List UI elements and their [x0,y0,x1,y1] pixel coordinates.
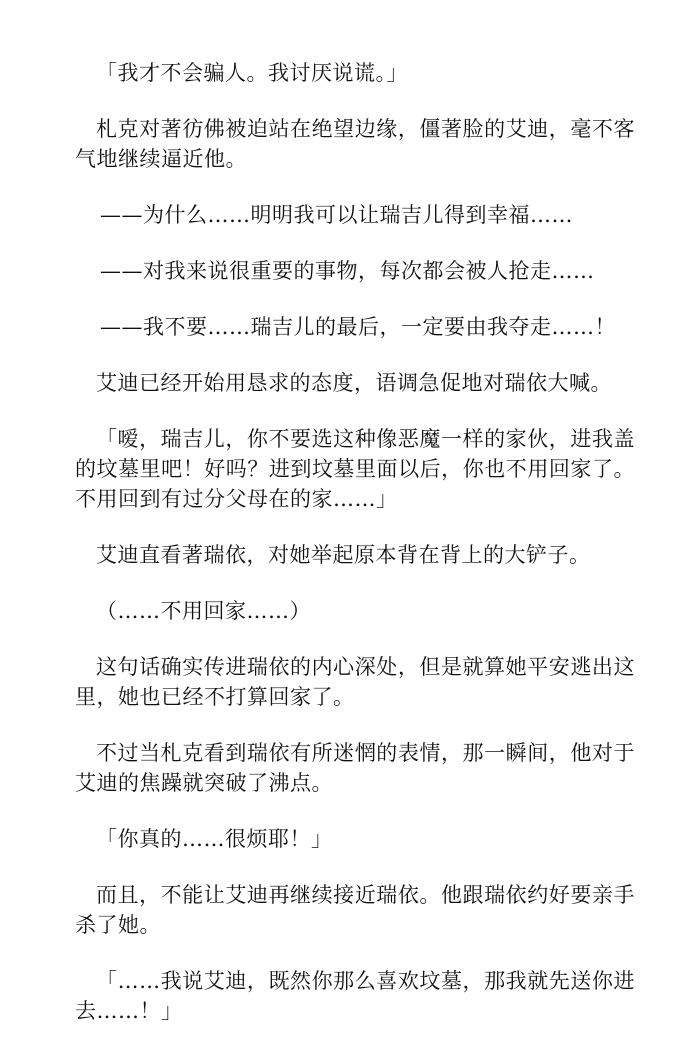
paragraph: 「我才不会骗人。我讨厌说谎。」 [96,61,408,85]
document-page [75,58,635,1052]
paragraph: 「嗳，瑞吉儿，你不要选这种像恶魔一样的家伙，进我盖的坟墓里吧！好吗？进到坟墓里面以后，你也不用回家了。不用回到有过分父母在的家……」 [75,427,635,511]
paragraph: ——我不要……瑞吉儿的最后，一定要由我夺走……！ [100,315,616,339]
paragraph: 不过当札克看到瑞依有所迷惘的表情，那一瞬间，他对于艾迪的焦躁就突破了沸点。 [75,741,635,795]
paragraph: 「你真的……很烦耶！」 [96,827,333,851]
paragraph: 札克对著彷佛被迫站在绝望边缘，僵著脸的艾迪，毫不客气地继续逼近他。 [75,117,635,171]
paragraph: 「……我说艾迪，既然你那么喜欢坟墓，那我就先送你进去……！」 [75,969,635,1023]
paragraph: ——对我来说很重要的事物，每次都会被人抢走…… [100,259,595,283]
paragraph: 艾迪直看著瑞依，对她举起原本背在背上的大铲子。 [96,543,591,567]
paragraph: ——为什么……明明我可以让瑞吉儿得到幸福…… [100,203,573,227]
paragraph: 这句话确实传进瑞依的内心深处，但是就算她平安逃出这里，她也已经不打算回家了。 [75,655,635,709]
paragraph: 而且，不能让艾迪再继续接近瑞依。他跟瑞依约好要亲手杀了她。 [75,883,635,937]
paragraph: （……不用回家……） [96,599,311,623]
paragraph: 艾迪已经开始用恳求的态度，语调急促地对瑞依大喊。 [96,371,612,395]
